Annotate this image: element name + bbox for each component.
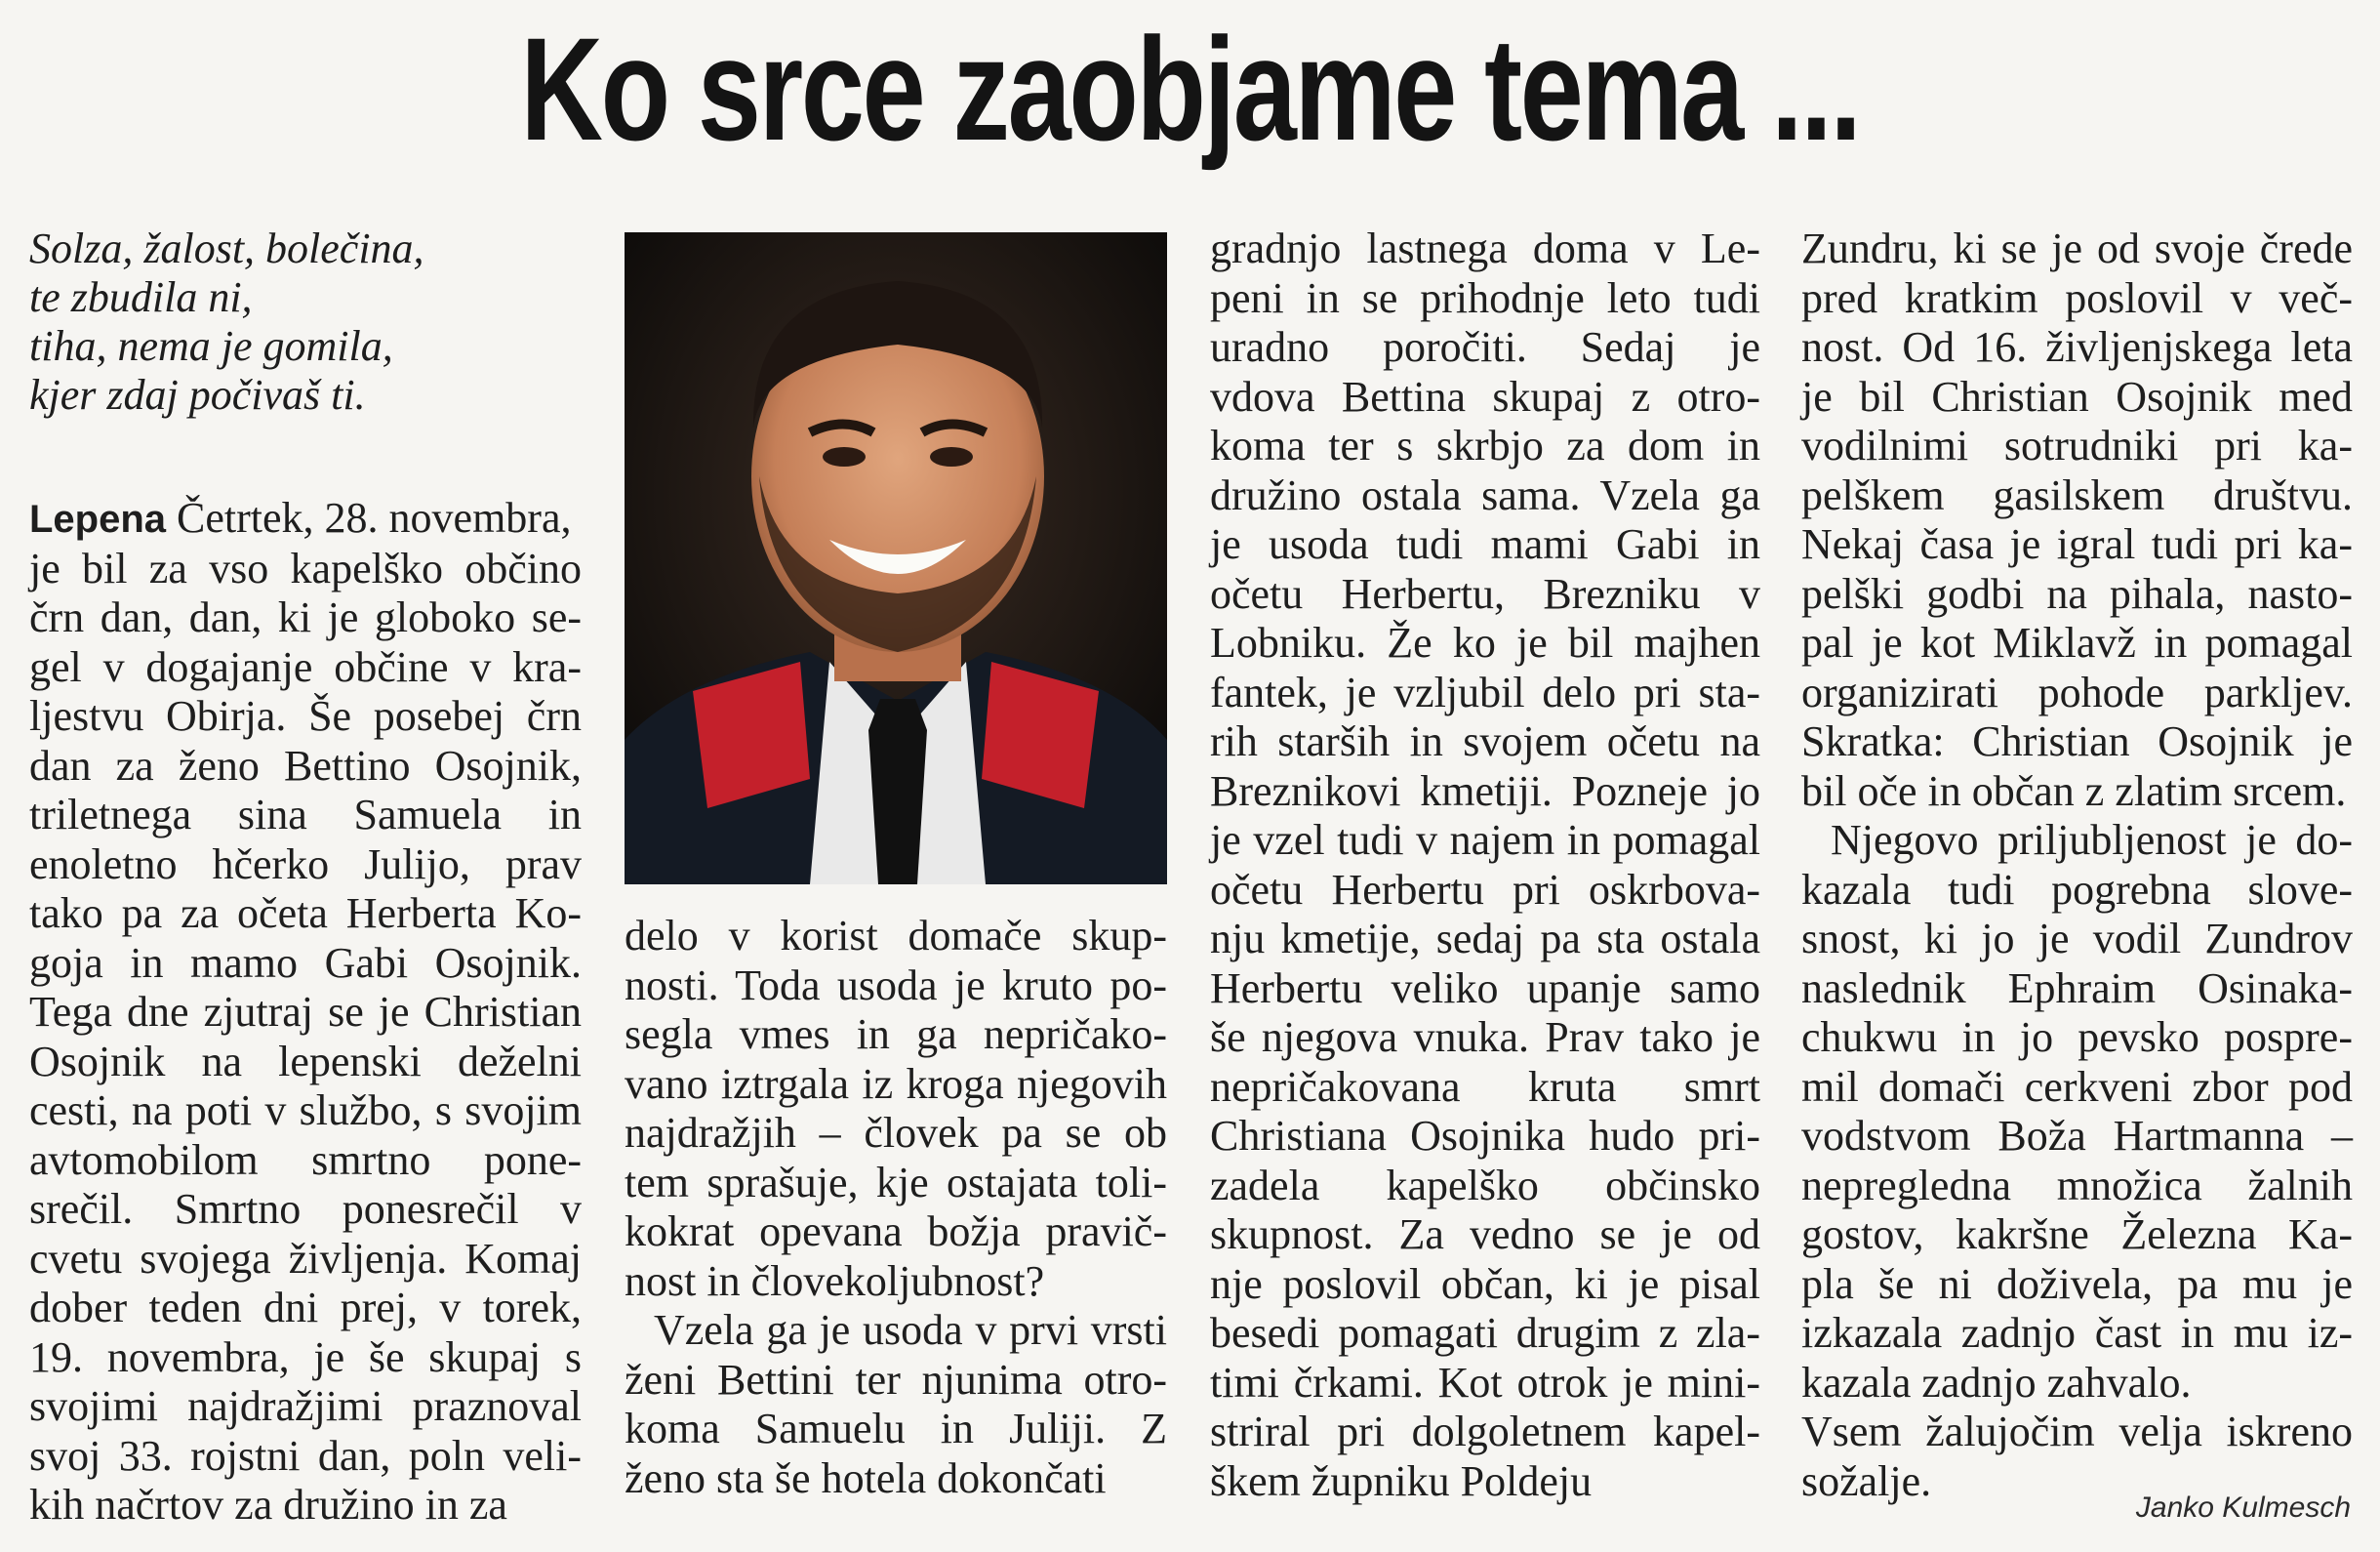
text-line: cvetu svojega življenja. Komaj [29,1234,582,1283]
text-line: srečil. Smrtno ponesrečil v [29,1185,582,1233]
author-byline: Janko Kulmesch [2135,1491,2351,1524]
article-column-1 [29,494,582,1531]
text-line: izkazala zadnjo čast in mu iz- [1801,1309,2353,1357]
text-line: skupnost. Za vedno se je od [1210,1210,1760,1258]
text-line: vodilnimi sotrudniki pri ka- [1801,422,2353,470]
text-line: sožalje. [1801,1456,1932,1505]
text-line: koma ter s skrbjo za dom in [1210,422,1760,470]
text-line: Osojnik na lepenski deželni [29,1037,582,1085]
portrait-photo [625,232,1167,884]
dateline-location: Lepena [29,498,167,541]
portrait-image [625,232,1167,884]
text-line: Vsem žalujočim velja iskreno [1801,1408,2353,1455]
article-column-4 [1801,225,2353,1506]
text-line: pla še ni doživela, pa mu je [1801,1259,2353,1308]
poem-line: te zbudila ni, [29,273,253,321]
article-title: Ko srce zaobjame tema ... [520,7,1860,171]
text-line: fantek, je vzljubil delo pri sta- [1210,668,1760,716]
poem [29,225,605,420]
text-line: enoletno hčerko Julijo, prav [29,839,582,888]
article-column-2 [625,912,1167,1503]
text-line: nje poslovil občan, ki je pisal [1210,1259,1760,1308]
text-line: dober teden dni prej, v torek, [29,1284,582,1331]
text-line: Četrtek, 28. novembra, [166,494,572,542]
text-line: tem sprašuje, kje ostajata toli- [625,1158,1167,1206]
text-line: svoj 33. rojstni dan, poln veli- [29,1431,582,1480]
text-line: Lobniku. Že ko je bil majhen [1210,619,1760,667]
text-line: nosti. Toda usoda je kruto po- [625,960,1167,1009]
text-line: vano iztrgala iz kroga njegovih [625,1059,1167,1108]
text-line: ženo sta še hotela dokončati [625,1453,1107,1502]
text-line: najdražjih – človek pa se ob [625,1109,1167,1157]
text-line: snost, ki jo je vodil Zundrov [1801,915,2353,962]
text-line: Skratka: Christian Osojnik je [1801,717,2353,765]
text-line: ljestvu Obirja. Še posebej črn [29,692,582,740]
text-line: je bil za vso kapelško občino [29,544,582,592]
text-line: uradno poročiti. Sedaj je [1210,323,1760,371]
text-line: Herbertu veliko upanje samo [1210,963,1760,1012]
text-line: goja in mamo Gabi Osojnik. [29,938,582,987]
text-line: 19. novembra, je še skupaj s [29,1332,582,1381]
article-column-3 [1210,225,1760,1506]
text-line: nepričakovana kruta smrt [1210,1062,1760,1111]
text-line: še njegova vnuka. Prav tako je [1210,1013,1760,1061]
text-line: vdova Bettina skupaj z otro- [1210,372,1760,421]
text-line: segla vmes in ga nepričako- [625,1010,1167,1058]
text-line: gel v dogajanje občine v kra- [29,642,582,691]
text-line: striral pri dolgoletnem kapel- [1210,1408,1760,1455]
text-line: ženi Bettini ter njunima otro- [625,1355,1167,1404]
text-line: dan za ženo Bettino Osojnik, [29,741,582,790]
text-line: rih starših in svojem očetu na [1210,717,1760,765]
text-line: nost in človekoljubnost? [625,1256,1045,1305]
text-line: pelškem gasilskem društvu. [1801,470,2353,519]
text-line: tako pa za očeta Herberta Ko- [29,889,582,937]
text-line: očetu Herbertu, Brezniku v [1210,569,1760,618]
text-line: chukwu in jo pevsko pospre- [1801,1013,2353,1061]
text-line: mil domači cerkveni zbor pod [1801,1062,2353,1111]
poem-line: kjer zdaj počivaš ti. [29,371,366,419]
text-line: bil oče in občan z zlatim srcem. [1801,766,2347,815]
text-line: Zundru, ki se je od svoje črede [1801,225,2353,272]
text-line: pal je kot Miklavž in pomagal [1801,619,2353,667]
text-line: cesti, na poti v službo, s svojim [29,1086,582,1134]
text-line: kih načrtov za družino in za [29,1481,507,1529]
text-line: koma Samuelu in Juliji. Z [625,1405,1167,1452]
text-line: besedi pomagati drugim z zla- [1210,1309,1760,1357]
text-line: nepregledna množica žalnih [1801,1161,2353,1209]
text-line: peni in se prihodnje leto tudi [1210,273,1760,322]
text-line: je bil Christian Osojnik med [1801,372,2353,421]
text-line: avtomobilom smrtno pone- [29,1135,582,1184]
text-line: delo v korist domače skup- [625,912,1167,960]
text-line: kazala zadnjo zahvalo. [1801,1358,2192,1407]
text-line: Tega dne zjutraj se je Christian [29,988,582,1036]
text-line: očetu Herbertu pri oskrbova- [1210,865,1760,914]
text-line: pelški godbi na pihala, nasto- [1801,569,2353,618]
text-line: gradnjo lastnega doma v Le- [1210,225,1760,272]
text-line: pred kratkim poslovil v več- [1801,273,2353,322]
text-line: Nekaj časa je igral tudi pri ka- [1801,520,2353,568]
text-line: gostov, kakršne Železna Ka- [1801,1210,2353,1258]
text-line: družino ostala sama. Vzela ga [1210,470,1760,519]
text-line: zadela kapelško občinsko [1210,1161,1760,1209]
text-line: Breznikovi kmetiji. Pozneje jo [1210,766,1760,815]
text-line: vodstvom Boža Hartmanna – [1801,1112,2353,1160]
text-line: kazala tudi pogrebna slove- [1801,865,2353,914]
text-line: timi črkami. Kot otrok je mini- [1210,1358,1760,1407]
text-line: Vzela ga je usoda v prvi vrsti [654,1306,1167,1354]
text-line: kokrat opevana božja pravič- [625,1207,1167,1255]
poem-line: Solza, žalost, bolečina, [29,225,424,272]
text-line: naslednik Ephraim Osinaka- [1801,963,2353,1012]
text-line: Christiana Osojnika hudo pri- [1210,1112,1760,1160]
text-line: je vzel tudi v najem in pomagal [1210,816,1760,864]
text-line: triletnega sina Samuela in [29,791,582,838]
text-line: nju kmetije, sedaj pa sta ostala [1210,915,1760,962]
text-line: svojimi najdražjimi praznoval [29,1382,582,1430]
text-line: nost. Od 16. življenjskega leta [1801,323,2353,371]
text-line: črn dan, dan, ki je globoko se- [29,593,582,641]
text-line: je usoda tudi mami Gabi in [1210,520,1760,568]
text-line: škem župniku Poldeju [1210,1456,1593,1505]
text-line: organizirati pohode parkljev. [1801,668,2353,716]
text-line: Njegovo priljubljenost je do- [1831,816,2353,864]
poem-line: tiha, nema je gomila, [29,322,393,370]
